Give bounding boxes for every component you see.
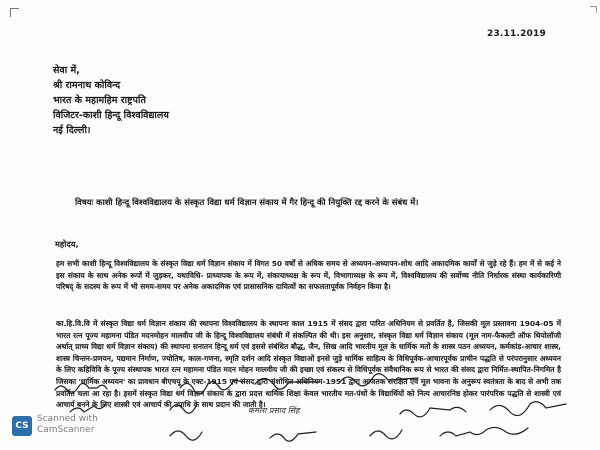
address-line: सेवा में, (53, 65, 80, 76)
address-line: विजिटर-काशी हिन्दू विश्वविद्यालय (53, 110, 169, 121)
address-line: नई दिल्ली। (53, 125, 91, 136)
letter-subject: विषयः काशी हिन्दू विश्वविद्यालय के संस्कृत विद्या धर्म विज्ञान संकाय में गैर हिन्दू की नियुक्ति रद्द करने के संबंध में। (75, 197, 419, 207)
handwritten-signature (370, 430, 402, 439)
printed-signatory-name: कमला प्रसाद सिंह (248, 406, 300, 415)
handwritten-signature (170, 431, 202, 440)
body-paragraph-1: हम सभी काशी हिन्दू विश्वविद्यालय के संस्कृत विद्या धर्म विज्ञान संकाय में विगत 50 वर्षों से अधिक समय से अध्ययन-अध्यापन-शोध आदि अकादमिक कार्यों से जुड़े रहे हैं। हम में से कई ने इस संकाय के साथ अनेक रूपों में जुड़कर, यथाविधि- प्राध्यापक के रूप में, संकायाध्यक्ष के रूप में, विभागाध्यक्ष के रूप में, विश्वविद्यालय की सर्वोच्च नीति निर्धारक संस्था कार्यकारिणी परिषद् के सदस्य के रूप में भी समय-समय पर अनेक अकादमिक एवं प्रासासनिक दायित्वों का सफलतापूर्वक निर्वहन किया है। (56, 259, 561, 292)
scan-corner-mark (10, 8, 19, 17)
watermark-line: CamScanner (37, 425, 95, 435)
handwritten-signature (490, 402, 566, 416)
body-paragraph-2: का.हि.वि.वि में संस्कृत विद्या धर्म विज्ञान संकाय की स्थापना विश्वविद्यालय के स्थापना काल 1915 में संसद द्वारा पारित अधिनियम से प्रवर्तित है, जिसकी मूल प्रस्तावना 1904-05 में भारत रत्न पूज्य महामना पंडित मदनमोहन मालवीय जी के हिन्दू विश्वविद्यालय संबंधी में संकल्पित की थी। इस अनुसार, संस्कृत विद्या धर्म विज्ञान संकाय (मूल नाम-फैकल्टी ऑफ थियोलॉजी अर्थात् प्राच्य विद्या धर्म विज्ञान संकाय) की स्थापना सनातन हिन्दू धर्म एवं इससे संबंधित बौद्ध, जैन, सिख आदि भारतीय मूल के धार्मिक मतों के शास्त्र पठन अध्ययन, कर्मकांड-आचार शास्त्र, शास्त्र चिन्तन-प्रणयन, पद्यमान निर्माण, ज्योतिष, काल-गणना, स्मृति दर्शन आदि संस्कृत विद्याओं इनसे जुड़े धार्मिक साहित्य के विधिपूर्वक-आचारपूर्वक प्राचीन पद्धति से परंपरानुसार अध्ययन के लिए कहिविवि के पूज्य संस्थापक भारत रत्न महामना पंडित मदन मोहन मालवीय जी की इच्छा एवं संकल्प से विधिपूर्वक संवैधानिक रूप से भारत की संसद द्वारा निर्मित-स्थापित-निगमित है जिसका 'धार्मिक अध्ययन' का प्रावधान बीएचयू के एक्ट-1915 एवं संसद द्वारा संशोधित अधिनियम-1951 द्वारा आजतक संरक्षित एवं मूल भावना के अनुरूप स्वतंत्रता के बाद से अभी तक प्रवर्तित चला आ रहा है। इसमें संस्कृत विद्या धर्म विज्ञान संकाय के द्वारा प्रदत्त धार्मिक शिक्षा केवल भारतीय मत-पंथों के विद्यार्थियों को नित्य आचारनिष्ठ होकर पारंपरिक पद्धति से शास्त्री एवं आचार्य बनने के लिए शास्त्री एवं आचार्य की उपाधि के साथ प्रदान की जाती है। (56, 319, 561, 410)
watermark-line: Scanned with (37, 414, 98, 424)
handwritten-signature (180, 380, 244, 394)
handwritten-signature (170, 405, 196, 413)
handwritten-signature (400, 407, 466, 416)
camscanner-watermark (37, 414, 98, 436)
handwritten-signature (440, 427, 528, 436)
address-line: भारत के महामहिम राष्ट्रपति (53, 95, 146, 106)
letter-date: 23.11.2019 (487, 29, 546, 39)
camscanner-logo-icon: CS (12, 416, 32, 436)
address-line: श्री रामनाथ कोविन्द (53, 80, 121, 91)
signatures-area (0, 370, 600, 450)
handwritten-signature (340, 374, 418, 386)
handwritten-signature (70, 404, 106, 412)
scan-corner-mark (590, 6, 597, 13)
recipient-address (53, 63, 169, 138)
handwritten-signature (55, 383, 107, 393)
salutation: महोदय, (55, 239, 79, 249)
handwritten-signature (270, 432, 316, 441)
handwritten-signature (255, 378, 319, 389)
